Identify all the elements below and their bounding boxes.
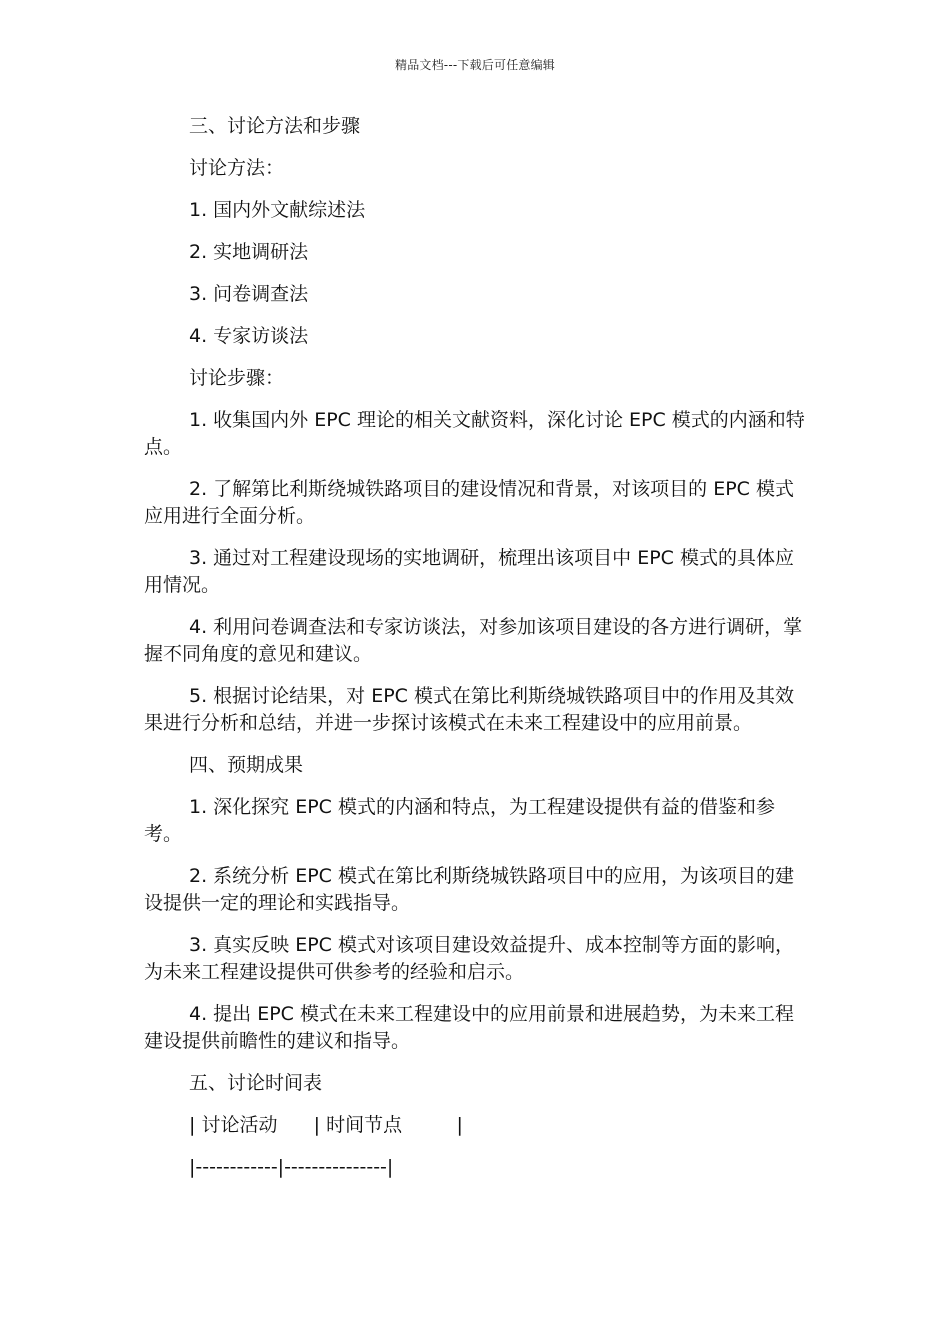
document-body [144, 113, 806, 1196]
section-heading: 三、讨论方法和步骤 [189, 115, 361, 137]
list-item: 1. 收集国内外 EPC 理论的相关文献资料，深化讨论 EPC 模式的内涵和特点。 [144, 409, 805, 458]
section-heading: 四、预期成果 [189, 754, 304, 776]
list-item: 4. 提出 EPC 模式在未来工程建设中的应用前景和进展趋势，为未来工程建设提供前瞻性的建议和指导。 [144, 1003, 794, 1052]
list-item: 2. 实地调研法 [189, 241, 309, 263]
list-item: 3. 问卷调查法 [189, 283, 309, 305]
table-header-row: | 讨论活动 | 时间节点 | [189, 1114, 463, 1136]
paragraph: 讨论步骤： [189, 367, 285, 389]
section-heading: 五、讨论时间表 [189, 1072, 323, 1094]
list-item: 5. 根据讨论结果，对 EPC 模式在第比利斯绕城铁路项目中的作用及其效果进行分析和总结，并进一步探讨该模式在未来工程建设中的应用前景。 [144, 685, 794, 734]
list-item: 2. 了解第比利斯绕城铁路项目的建设情况和背景，对该项目的 EPC 模式应用进行全面分析。 [144, 478, 794, 527]
list-item: 1. 国内外文献综述法 [189, 199, 366, 221]
list-item: 2. 系统分析 EPC 模式在第比利斯绕城铁路项目中的应用，为该项目的建设提供一定的理论和实践指导。 [144, 865, 794, 914]
list-item: 3. 真实反映 EPC 模式对该项目建设效益提升、成本控制等方面的影响，为未来工程建设提供可供参考的经验和启示。 [144, 934, 794, 983]
list-item: 3. 通过对工程建设现场的实地调研，梳理出该项目中 EPC 模式的具体应用情况。 [144, 547, 794, 596]
page-header: 精品文档---下载后可任意编辑 [395, 58, 555, 72]
paragraph: 讨论方法： [189, 157, 285, 179]
list-item: 4. 利用问卷调查法和专家访谈法，对参加该项目建设的各方进行调研，掌握不同角度的意见和建议。 [144, 616, 803, 665]
list-item: 1. 深化探究 EPC 模式的内涵和特点，为工程建设提供有益的借鉴和参考。 [144, 796, 775, 845]
list-item: 4. 专家访谈法 [189, 325, 309, 347]
table-separator-row: |------------|---------------| [189, 1156, 394, 1178]
